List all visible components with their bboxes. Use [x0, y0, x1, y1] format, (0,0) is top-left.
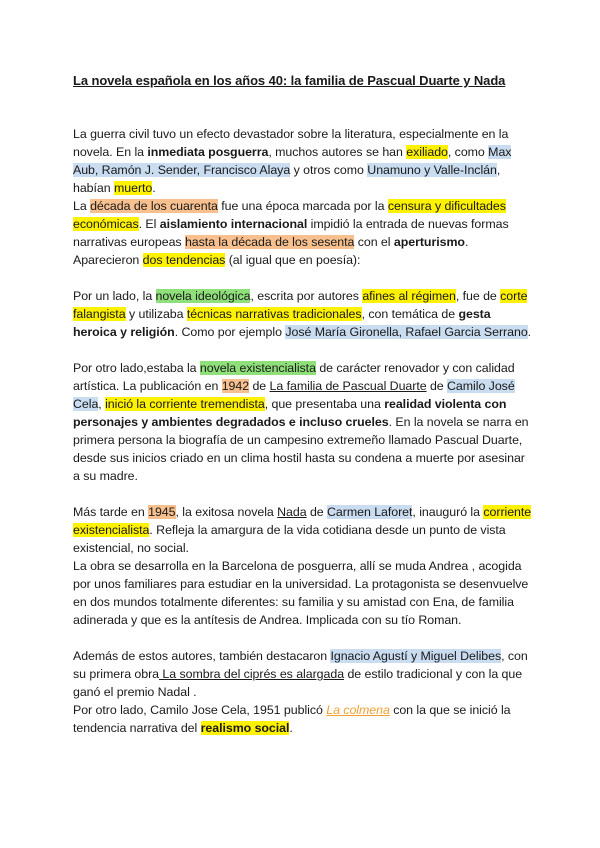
text-span: , fue de — [455, 289, 501, 303]
document-body — [73, 125, 533, 737]
text-span: , — [98, 397, 106, 411]
text-span: de carácter renovador y con calidad artística. La publicación en — [73, 361, 515, 393]
text-span: de estilo tradicional y con la que ganó el premio Nadal . — [73, 667, 523, 699]
highlight-dead-authors: Unamuno y Valle-Inclán — [367, 163, 497, 177]
highlight-novela-ideologica: novela ideológica — [155, 289, 251, 303]
paragraph-colmena — [73, 701, 533, 737]
bold-term: gesta heroica y religión — [73, 307, 491, 339]
text-span: , inauguró la — [412, 505, 484, 519]
text-span: . El — [138, 217, 160, 231]
highlight-novela-existencialista: novela existencialista — [199, 361, 316, 375]
paragraph-posguerra — [73, 125, 533, 197]
text-span: Más tarde en — [73, 505, 149, 519]
text-span: , escrita por autores — [250, 289, 363, 303]
highlight-agusti-delibes: Ignacio Agustí y Miguel Delibes — [330, 649, 502, 663]
book-title-sombra-cipres: La sombra del ciprés es alargada — [159, 667, 345, 681]
paragraph-gap — [73, 269, 533, 287]
text-span: Por otro lado, Camilo Jose Cela, 1951 publicó — [73, 703, 327, 717]
highlight-afines: afines al régimen — [362, 289, 456, 303]
text-span: La guerra civil tuvo un efecto devastador sobre la literatura, especialmente en la novela. En la — [73, 127, 509, 159]
text-span: (al igual que en poesía): — [225, 253, 361, 267]
highlight-exiled-authors: Max Aub, Ramón J. Sender, Francisco Alaya — [73, 145, 512, 177]
bold-term: aperturismo — [393, 235, 465, 249]
highlight-year-1942: 1942 — [221, 379, 250, 393]
paragraph-gap — [73, 485, 533, 503]
text-span: . Como por ejemplo — [174, 325, 286, 339]
text-span: impidió la entrada de nuevas formas narrativas europeas — [73, 217, 509, 249]
highlight-laforet: Carmen Laforet — [327, 505, 413, 519]
highlight-censura: censura y dificultades económicas — [73, 199, 506, 231]
paragraph-novela-ideologica — [73, 287, 533, 341]
text-span: , con su primera obra — [73, 649, 528, 681]
text-span: . — [289, 721, 293, 735]
highlight-cela: Camilo José Cela — [73, 379, 515, 411]
text-span: . — [152, 181, 156, 195]
text-span: de — [426, 379, 448, 393]
text-span: . — [527, 325, 532, 339]
text-span: Además de estos autores, también destacaron — [73, 649, 331, 663]
text-span: con la que se inició la tendencia narrativa del — [73, 703, 511, 735]
bold-term: aislamiento internacional — [159, 217, 308, 231]
paragraph-tendencias — [73, 251, 533, 269]
highlight-falangista: corte falangista — [73, 289, 528, 321]
text-span: de — [306, 505, 328, 519]
text-span: Aparecieron — [73, 253, 143, 267]
text-span: , con temática de — [361, 307, 459, 321]
text-span: y otros como — [290, 163, 368, 177]
text-span: Por otro lado,estaba la — [73, 361, 200, 375]
text-span: y utilizaba — [125, 307, 187, 321]
text-span: La obra se desarrolla en la Barcelona de posguerra, allí se muda Andrea , acogida por unos familiares para estudiar en la universidad. La protagonista se desenvuelve en dos mundos totalmente diferentes: su familia y su amistad con Ena, de familia adinerada y que es la antítesis de Andrea. Implicada con su tío Roman. — [73, 559, 529, 627]
highlight-exiliado: exiliado — [406, 145, 448, 159]
text-span: . Refleja la amargura de la vida cotidiana desde un punto de vista existencial, no social. — [73, 523, 506, 555]
bold-term: inmediata posguerra — [147, 145, 269, 159]
highlight-dos-tendencias: dos tendencias — [142, 253, 226, 267]
text-span: , como — [447, 145, 489, 159]
highlight-tecnicas: técnicas narrativas tradicionales — [186, 307, 362, 321]
highlight-year-1945: 1945 — [148, 505, 176, 519]
paragraph-gap — [73, 341, 533, 359]
book-title-pascual-duarte: La familia de Pascual Duarte — [269, 379, 427, 393]
highlight-decada-cuarenta: década de los cuarenta — [90, 199, 218, 213]
paragraph-novela-existencialista — [73, 359, 533, 485]
paragraph-otros-autores — [73, 647, 533, 701]
highlight-muerto: muerto — [114, 181, 153, 195]
highlight-corriente-existencialista: corriente existencialista — [73, 505, 532, 537]
text-span: , que presentaba una — [264, 397, 385, 411]
document-title: La novela española en los años 40: la familia de Pascual Duarte y Nada — [73, 73, 506, 88]
text-span: La — [73, 199, 91, 213]
text-span: con el — [354, 235, 394, 249]
text-span: . — [464, 235, 469, 249]
bold-term: realidad violenta con personajes y ambientes degradados e incluso crueles — [73, 397, 507, 429]
paragraph-nada — [73, 503, 533, 557]
text-span: Por un lado, la — [73, 289, 156, 303]
highlight-tremendista: inició la corriente tremendista — [105, 397, 265, 411]
text-span: , muchos autores se han — [268, 145, 407, 159]
book-title-nada: Nada — [277, 505, 307, 519]
highlight-realismo-social: realismo social — [200, 721, 290, 735]
highlight-authors: José María Gironella, Rafael Garcia Serrano — [285, 325, 528, 339]
link-la-colmena[interactable]: La colmena — [326, 703, 390, 717]
text-span: , la exitosa novela — [175, 505, 278, 519]
text-span: de — [249, 379, 270, 393]
paragraph-gap — [73, 629, 533, 647]
paragraph-obra — [73, 557, 533, 629]
text-span: . En la novela se narra en primera persona la biografía de un campesino extremeño llamado Pascual Duarte, desde sus inicios criado en un clima hostil hasta su condena a muerte por asesinar a su madre. — [73, 415, 529, 483]
text-span: , habían — [73, 163, 501, 195]
text-span: fue una época marcada por la — [217, 199, 388, 213]
highlight-decada-sesenta: hasta la década de los sesenta — [184, 235, 355, 249]
paragraph-decada — [73, 197, 533, 251]
